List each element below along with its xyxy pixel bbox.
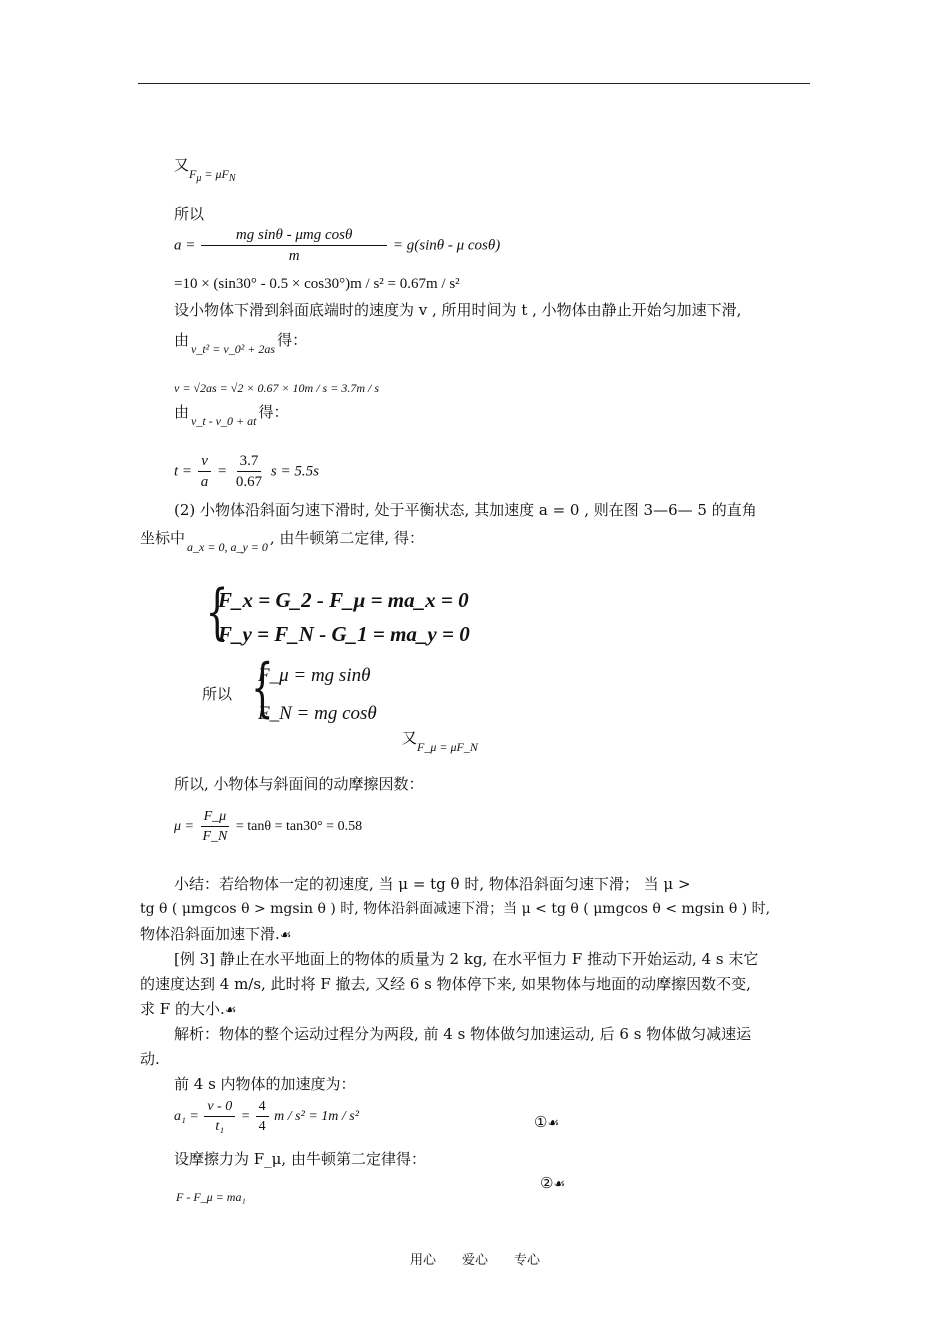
leaf-mark-icon: ☙ <box>224 1003 237 1018</box>
para-2-line-1: (2) 小物体沿斜面匀速下滑时, 处于平衡状态, 其加速度 a = 0 , 则在图 3—6— 5 的直角 <box>174 501 757 519</box>
analysis-line-3: 前 4 s 内物体的加速度为： <box>174 1075 356 1093</box>
mu-den: F_N <box>202 829 228 844</box>
friction-intro: 设摩擦力为 F_μ, 由牛顿第二定律得： <box>174 1150 426 1168</box>
analysis-line-1: 解析：物体的整个运动过程分为两段, 前 4 s 物体做匀加速运动, 后 6 s 物体做匀减速运 <box>174 1025 752 1043</box>
p2-eq: a_x = 0, a_y = 0 <box>187 540 268 554</box>
tag-2 <box>540 1173 565 1195</box>
a1-mid: = <box>240 1109 251 1124</box>
t-frac-1 <box>198 452 212 491</box>
t-rhs: s = 5.5s <box>270 463 319 480</box>
page-footer: 用心 爱心 专心 <box>409 1253 540 1268</box>
kin2-prefix: 由 <box>174 403 190 421</box>
a1-frac-2-den: 4 <box>258 1119 266 1134</box>
a1-rhs: m / s² = 1m / s² <box>274 1109 359 1124</box>
summary-line-2: tg θ ( μmgcos θ > mgsin θ ) 时, 物体沿斜面减速下滑；当 μ < tg θ ( μmgcos θ < mgsin θ ) 时, <box>140 901 771 917</box>
kin1-prefix: 由 <box>174 331 190 349</box>
t-frac-1-num: v <box>198 452 211 472</box>
again-eq: Fμ = μFN <box>189 167 236 184</box>
t-frac-1-den: a <box>200 474 209 490</box>
system-2-row-1: F_μ = mg sinθ <box>258 665 371 686</box>
summary-line-3 <box>140 924 291 946</box>
leaf-mark-icon: ☙ <box>547 1116 560 1131</box>
eq-v-result: v = √2as = √2 × 0.67 × 10m / s = 3.7m / s <box>174 381 379 395</box>
eq-a-lhs: a = <box>174 237 196 254</box>
kin1-eq: v_t² = v_0² + 2as <box>191 342 276 356</box>
system-2-prefix: 所以 <box>202 685 233 703</box>
system-1-row-2: F_y = F_N - G_1 = ma_y = 0 <box>218 622 470 646</box>
tag-1 <box>534 1112 559 1134</box>
tag-2-number: ② <box>540 1174 554 1192</box>
example-3-line-3-text: 求 F 的大小. <box>140 1000 225 1018</box>
equation-mu <box>174 808 362 845</box>
a1-frac-1 <box>204 1098 235 1135</box>
leaf-mark-icon: ☙ <box>553 1177 566 1192</box>
eq-a-numerator: mg sinθ - μmg cosθ <box>201 226 387 246</box>
leaf-mark-icon: ☙ <box>279 928 292 943</box>
mu-num: F_μ <box>201 808 230 827</box>
mu-frac <box>199 808 230 845</box>
a1-frac-1-den: t₁ <box>215 1119 225 1134</box>
example-3-line-3 <box>140 999 236 1021</box>
sys2-again-eq: F_μ = μF_N <box>417 740 478 754</box>
equation-t: t = $\frac{v}{a}$ = $\frac{3.7}{0.67}$ s = 5.5s <box>174 453 319 490</box>
eq-a-denominator: m <box>288 248 300 264</box>
para-2-line-2 <box>140 528 424 557</box>
t-frac-2 <box>233 452 265 491</box>
summary-line-1: 小结：若给物体一定的初速度, 当 μ = tg θ 时, 物体沿斜面匀速下滑； 当 μ > <box>174 875 691 893</box>
t-frac-2-den: 0.67 <box>235 474 263 490</box>
a1-lhs: a₁ = <box>174 1109 199 1124</box>
line-so: 所以 <box>174 205 205 223</box>
system-2-again <box>402 728 478 757</box>
system-2-row-2: F_N = mg cosθ <box>258 703 377 724</box>
summary-line-3-text: 物体沿斜面加速下滑. <box>140 925 280 943</box>
system-1-row-1: F_x = G_2 - F_μ = ma_x = 0 <box>218 588 469 612</box>
mu-intro: 所以, 小物体与斜面间的动摩擦因数： <box>174 775 424 793</box>
a1-frac-2 <box>256 1098 269 1135</box>
again-text: 又 <box>174 156 190 174</box>
sys2-again-text: 又 <box>402 729 418 747</box>
equation-a1 <box>174 1098 359 1135</box>
eq-a-fraction <box>201 226 387 265</box>
line-again <box>174 155 236 189</box>
t-lhs: t = <box>174 463 193 480</box>
kin2-eq: v_t - v_0 + at <box>191 414 257 428</box>
analysis-line-2: 动. <box>140 1050 160 1068</box>
example-3-line-2: 的速度达到 4 m/s, 此时将 F 撤去, 又经 6 s 物体停下来, 如果物体与地面的动摩擦因数不变, <box>140 975 751 993</box>
line-kinematic-1 <box>174 330 307 359</box>
mu-rhs: = tanθ = tan30° = 0.58 <box>235 819 363 834</box>
mu-lhs: μ = <box>174 819 194 834</box>
system-2-brace: { <box>251 651 274 725</box>
eq-a-numeric: =10 × (sin30° - 0.5 × cos30°)m / s² = 0.67m / s² <box>174 276 460 292</box>
equation-newton: F - F_μ = ma₁ <box>176 1190 246 1204</box>
equation-a <box>174 226 500 265</box>
eq-a-rhs: = g(sinθ - μ cosθ) <box>392 237 501 254</box>
a1-frac-2-num: 4 <box>256 1098 269 1117</box>
t-frac-2-num: 3.7 <box>237 452 262 472</box>
p2-suffix: , 由牛顿第二定律, 得： <box>269 529 424 547</box>
line-kinematic-2 <box>174 402 288 431</box>
system-1-brace: { <box>205 577 229 647</box>
kin1-suffix: 得： <box>277 331 308 349</box>
kin2-suffix: 得： <box>258 403 289 421</box>
line-velocity-def: 设小物体下滑到斜面底端时的速度为 v , 所用时间为 t , 小物体由静止开始匀加速下滑, <box>174 301 742 319</box>
header-rule <box>138 83 810 84</box>
tag-1-number: ① <box>534 1113 548 1131</box>
p2-prefix: 坐标中 <box>140 529 186 547</box>
example-3-line-1: [例 3] 静止在水平地面上的物体的质量为 2 kg, 在水平恒力 F 推动下开始运动, 4 s 末它 <box>174 950 759 968</box>
a1-frac-1-num: v - 0 <box>204 1098 235 1117</box>
